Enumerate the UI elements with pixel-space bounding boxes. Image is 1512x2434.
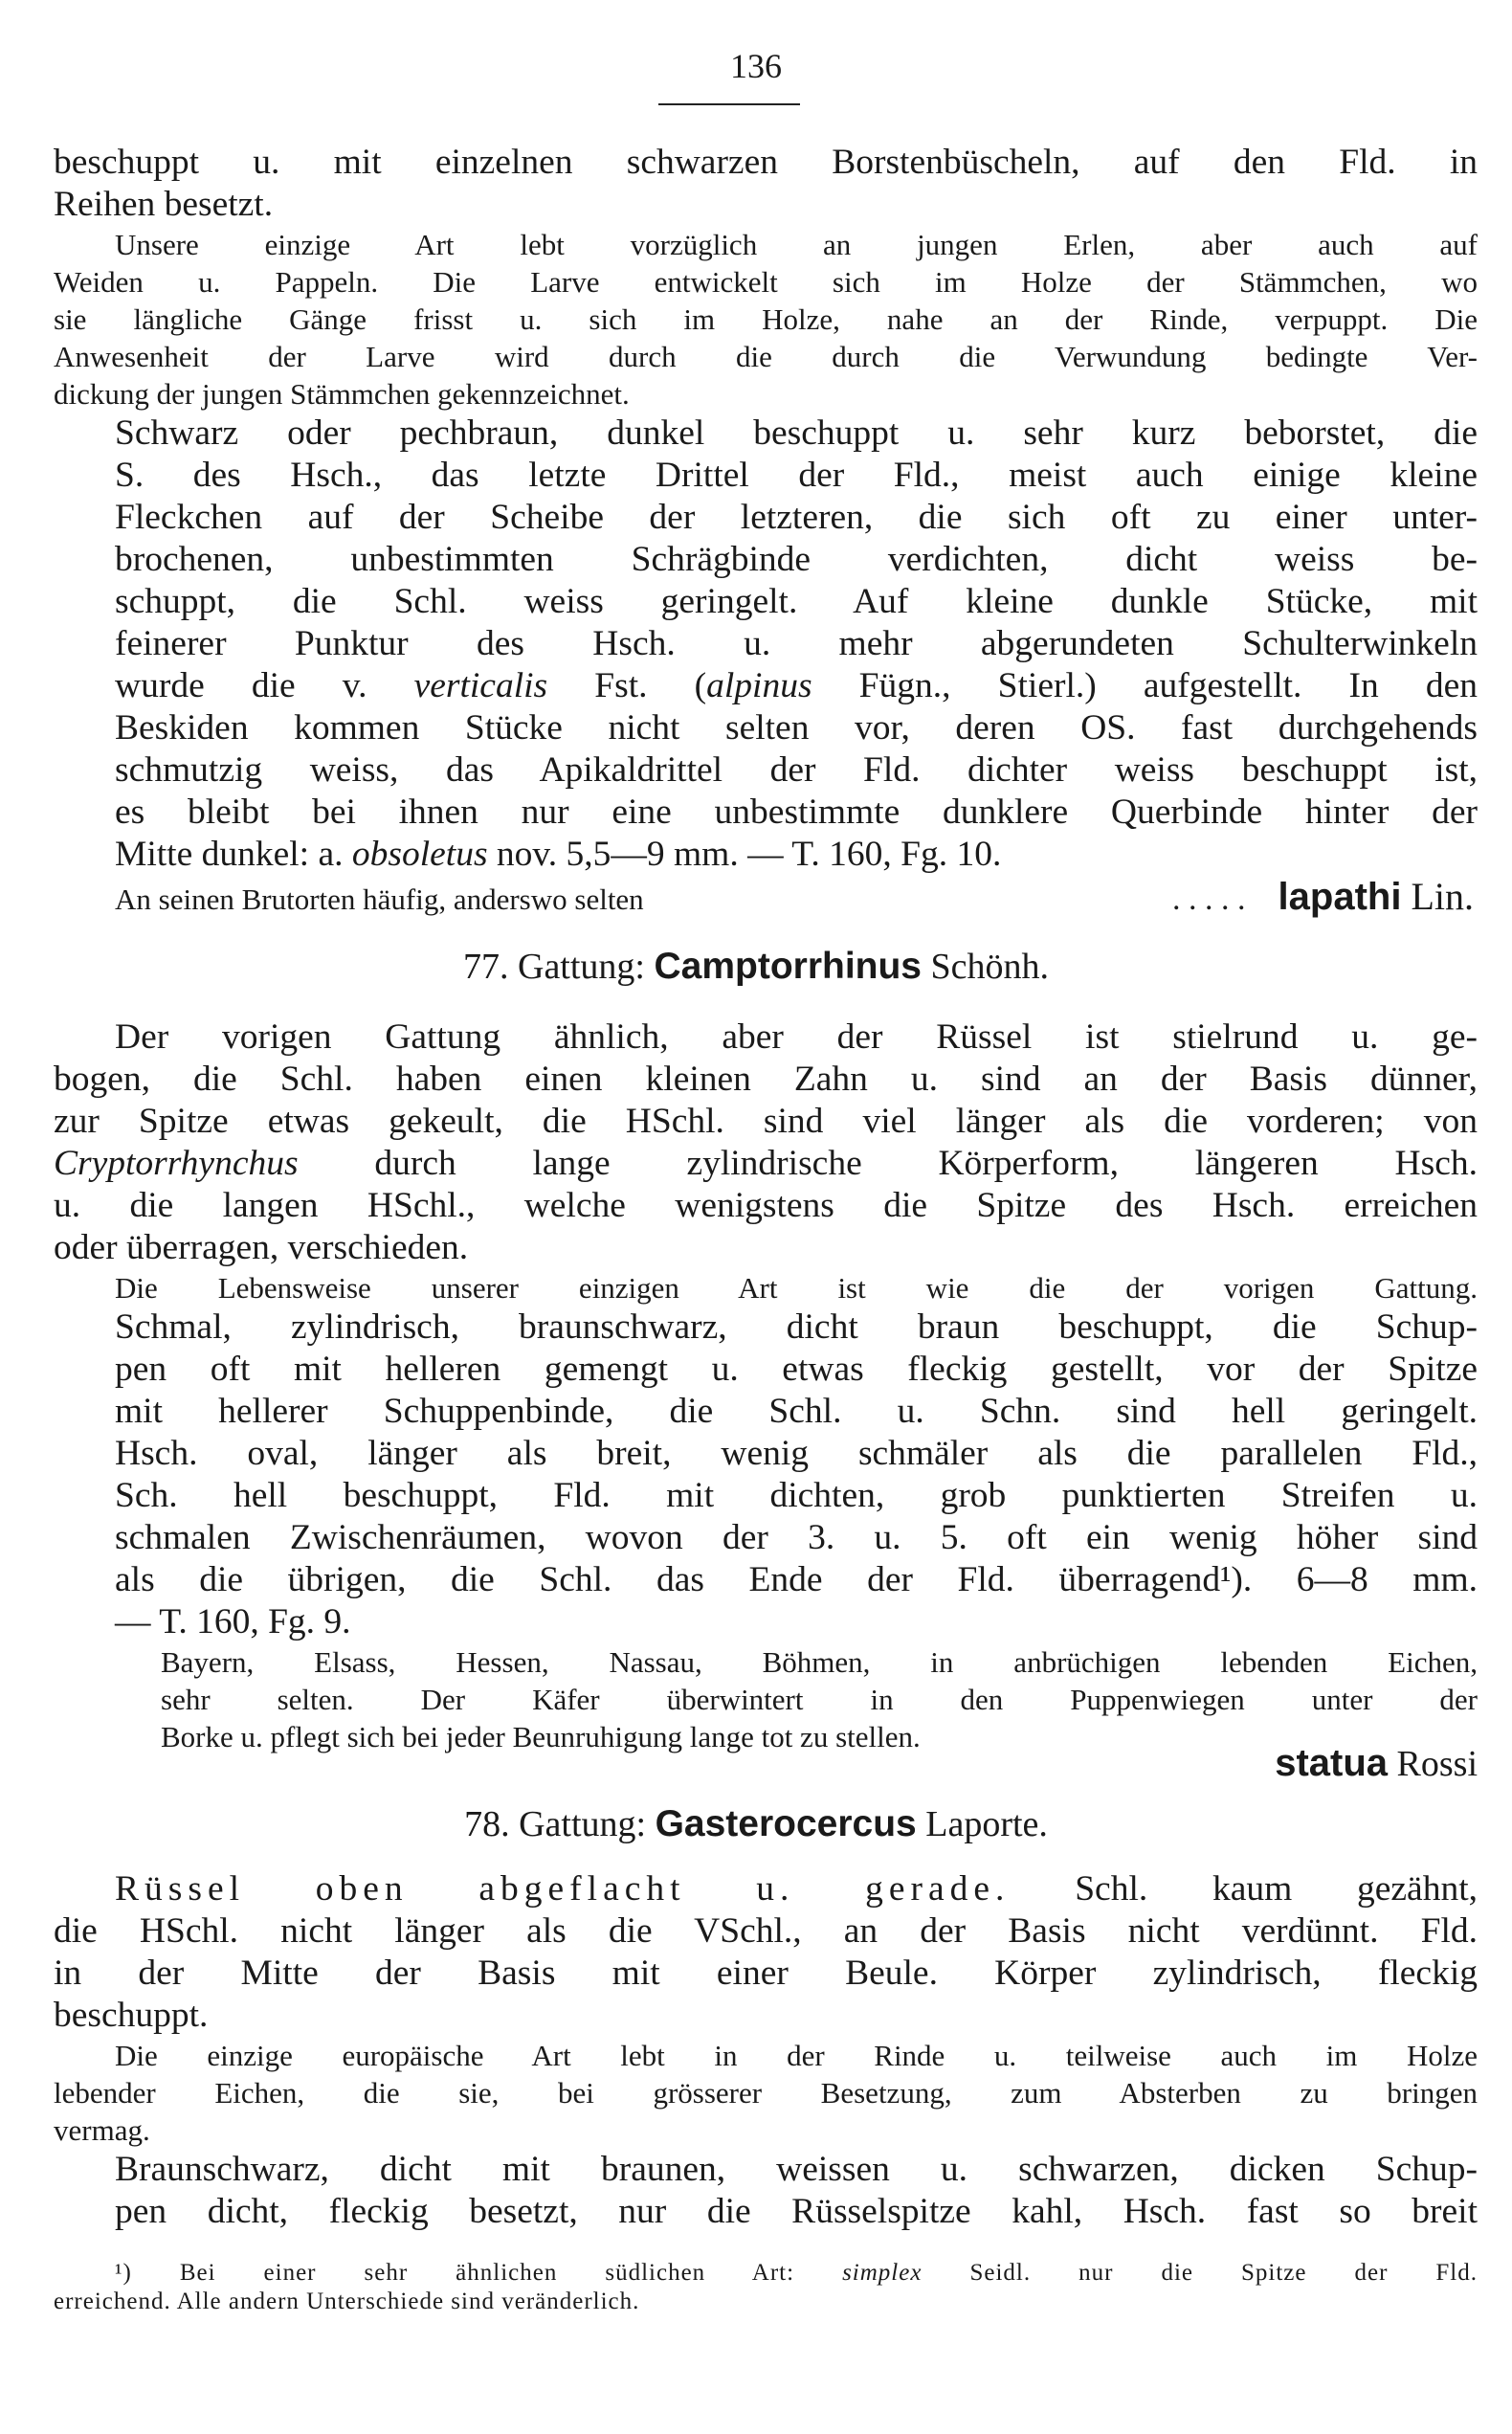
genus-name: Camptorrhinus <box>654 946 922 987</box>
text-line: beschuppt u. mit einzelnen schwarzen Borstenbüscheln, auf den Fld. in <box>54 143 1478 182</box>
genus-author: Laporte. <box>925 1804 1048 1844</box>
text-line: Bayern, Elsass, Hessen, Nassau, Böhmen, in anbrüchigen lebenden Eichen, <box>161 1645 1478 1679</box>
text-line: S. des Hsch., das letzte Drittel der Fld., meist auch einige kleine <box>115 456 1478 495</box>
text-line: Anwesenheit der Larve wird durch die durch die Verwundung bedingte Ver- <box>54 340 1478 373</box>
text-line: Sch. hell beschuppt, Fld. mit dichten, grob punktierten Streifen u. <box>115 1476 1478 1515</box>
text-line: Borke u. pflegt sich bei jeder Beunruhigung lange tot zu stellen. <box>161 1720 921 1753</box>
text-line: Beskiden kommen Stücke nicht selten vor, deren OS. fast durchgehends <box>115 708 1478 748</box>
text-line: lebender Eichen, die sie, bei grösserer Besetzung, zum Absterben zu bringen <box>54 2076 1478 2110</box>
species-line <box>54 875 1478 918</box>
text-line: es bleibt bei ihnen nur eine unbestimmte dunklere Querbinde hinter der <box>115 793 1478 832</box>
text-line: Schwarz oder pechbraun, dunkel beschuppt u. sehr kurz beborstet, die <box>115 413 1478 453</box>
text-line: die HSchl. nicht länger als die VSchl., an der Basis nicht verdünnt. Fld. <box>54 1911 1478 1951</box>
header-rule <box>658 103 800 105</box>
text-line: Die Lebensweise unserer einzigen Art ist wie die der vorigen Gattung. <box>115 1271 1478 1305</box>
species-name: statua <box>1275 1742 1389 1784</box>
text-line: beschuppt. <box>54 1996 209 2035</box>
taxon-name: simplex <box>842 2260 923 2286</box>
species-line <box>1275 1742 1478 1785</box>
section-gasterocercus <box>54 1868 1478 2233</box>
text-line: wurde die v. verticalis Fst. (alpinus Fügn., Stierl.) aufgestellt. In den <box>115 666 1479 705</box>
taxon-name: Cryptorrhynchus <box>54 1144 299 1183</box>
text-line: Fleckchen auf der Scheibe der letzteren, die sich oft zu einer unter- <box>115 498 1478 537</box>
text-line: Hsch. oval, länger als breit, wenig schmäler als die parallelen Fld., <box>115 1434 1478 1473</box>
text-line: sie längliche Gänge frisst u. sich im Holze, nahe an der Rinde, verpuppt. Die <box>54 302 1478 336</box>
genus-heading: 77. Gattung: Camptorrhinus Schönh. <box>463 946 1049 987</box>
text-line: Der vorigen Gattung ähnlich, aber der Rüssel ist stielrund u. ge- <box>115 1017 1478 1057</box>
text-line: in der Mitte der Basis mit einer Beule. Körper zylindrisch, fleckig <box>54 1954 1478 1993</box>
page-number: 136 <box>730 47 782 85</box>
text-line: — T. 160, Fg. 9. <box>115 1602 351 1641</box>
text-line: mit hellerer Schuppenbinde, die Schl. u. Schn. sind hell geringelt. <box>115 1392 1478 1431</box>
footnote-line: ¹) Bei einer sehr ähnlichen südlichen Art: simplex Seidl. nur die Spitze der Fld. <box>115 2260 1479 2286</box>
text-line: oder überragen, verschieden. <box>54 1228 469 1267</box>
species-author: Rossi <box>1396 1744 1478 1784</box>
species-name: lapathi <box>1278 876 1402 918</box>
genus-name: Gasterocercus <box>655 1803 917 1844</box>
text-line: Mitte dunkel: a. obsoletus nov. 5,5—9 mm. — T. 160, Fg. 10. <box>115 835 1002 874</box>
text-line: u. die langen HSchl., welche wenigstens die Spitze des Hsch. erreichen <box>54 1186 1478 1225</box>
text-line: Schmal, zylindrisch, braunschwarz, dicht braun beschuppt, die Schup- <box>115 1307 1478 1347</box>
genus-author: Schönh. <box>930 947 1049 987</box>
text-line: pen dicht, fleckig besetzt, nur die Rüsselspitze kahl, Hsch. fast so breit <box>115 2192 1478 2231</box>
text-line: dickung der jungen Stämmchen gekennzeichnet. <box>54 377 630 411</box>
leader-dots: . . . . . <box>1172 882 1246 917</box>
text-line: Die einzige europäische Art lebt in der Rinde u. teilweise auch im Holze <box>115 2039 1478 2072</box>
footnote-line: erreichend. Alle andern Unterschiede sind veränderlich. <box>54 2289 640 2314</box>
text-line: sehr selten. Der Käfer überwintert in den Puppenwiegen unter der <box>161 1683 1478 1716</box>
text-line: Weiden u. Pappeln. Die Larve entwickelt sich im Holze der Stämmchen, wo <box>54 265 1478 299</box>
taxon-name: alpinus <box>706 666 812 705</box>
text-line: schmutzig weiss, das Apikaldrittel der Fld. dichter weiss beschuppt ist, <box>115 750 1478 790</box>
text-line: Rüssel oben abgeflacht u. gerade. Schl. kaum gezähnt, <box>115 1869 1478 1909</box>
distribution-note: An seinen Brutorten häufig, anderswo selten <box>115 882 644 916</box>
genus-heading: 78. Gattung: Gasterocercus Laporte. <box>464 1803 1048 1844</box>
text-line: feinerer Punktur des Hsch. u. mehr abgerundeten Schulterwinkeln <box>115 624 1478 663</box>
species-author: Lin. <box>1411 875 1474 918</box>
footnote <box>54 2259 1478 2316</box>
text-line: brochenen, unbestimmten Schrägbinde verdichten, dicht weiss be- <box>115 540 1478 579</box>
text-line: schmalen Zwischenräumen, wovon der 3. u. 5. oft ein wenig höher sind <box>115 1518 1478 1557</box>
text-line: zur Spitze etwas gekeult, die HSchl. sind viel länger als die vorderen; von <box>54 1102 1478 1141</box>
text-line: als die übrigen, die Schl. das Ende der Fld. überragend¹). 6—8 mm. <box>115 1560 1478 1599</box>
text-line: Cryptorrhynchus durch lange zylindrische Körperform, längeren Hsch. <box>54 1144 1478 1183</box>
text-line: vermag. <box>54 2113 150 2147</box>
text-line: Reihen besetzt. <box>54 185 274 224</box>
text-line: Braunschwarz, dicht mit braunen, weissen u. schwarzen, dicken Schup- <box>115 2150 1478 2189</box>
section-lapathi <box>54 142 1478 918</box>
taxon-name: obsoletus <box>351 835 488 874</box>
section-camptorrhinus <box>54 1016 1478 1755</box>
text-line: pen oft mit helleren gemengt u. etwas fleckig gestellt, vor der Spitze <box>115 1350 1478 1389</box>
taxon-name: verticalis <box>413 666 548 705</box>
text-line: schuppt, die Schl. weiss geringelt. Auf kleine dunkle Stücke, mit <box>115 582 1478 621</box>
text-line: bogen, die Schl. haben einen kleinen Zahn u. sind an der Basis dünner, <box>54 1060 1478 1099</box>
text-line: Unsere einzige Art lebt vorzüglich an jungen Erlen, aber auch auf <box>115 228 1478 261</box>
